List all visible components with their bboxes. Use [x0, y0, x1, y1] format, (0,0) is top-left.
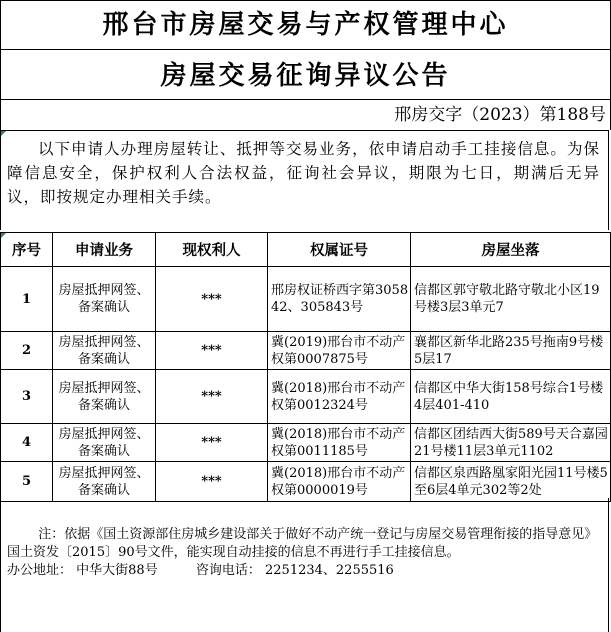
row-cert: 冀(2019)邢台市不动产权第0007875号	[268, 332, 411, 370]
row-number: 5	[1, 462, 53, 502]
address-value: 中华大街88号	[76, 563, 158, 578]
table-row	[1, 424, 611, 462]
row-owner: ***	[156, 332, 268, 370]
header-owner: 现权利人	[156, 233, 268, 267]
table-row	[1, 462, 611, 502]
row-location: 信都区中华大街158号综合1号楼4层401-410	[411, 370, 611, 424]
row-cert: 冀(2018)邢台市不动产权第0011185号	[268, 424, 411, 462]
header-location: 房屋坐落	[411, 233, 611, 267]
table-row	[1, 332, 611, 370]
document-number-row	[0, 99, 611, 130]
phone-value: 2251234、2255516	[265, 563, 394, 578]
notice-title: 房屋交易征询异议公告	[0, 49, 611, 99]
row-cert: 冀(2018)邢台市不动产权第0012324号	[268, 370, 411, 424]
row-number: 2	[1, 332, 53, 370]
table-row	[1, 267, 611, 332]
row-business: 房屋抵押网签、备案确认	[53, 332, 156, 370]
row-location: 信都区团结西大街589号天合嘉园21号楼11层3单元1102	[411, 424, 611, 462]
notes-section	[0, 498, 609, 632]
row-business: 房屋抵押网签、备案确认	[53, 370, 156, 424]
organization-name: 邢台市房屋交易与产权管理中心	[0, 0, 611, 49]
row-owner: ***	[156, 370, 268, 424]
row-location: 信都区泉西路凰家阳光园11号楼5至6层4单元302等2处	[411, 462, 611, 502]
row-owner: ***	[156, 267, 268, 332]
phone-label: 咨询电话：	[195, 563, 261, 578]
contact-line	[7, 562, 602, 580]
row-number: 4	[1, 424, 53, 462]
corner-mark-icon	[1, 131, 6, 136]
table-row	[1, 370, 611, 424]
address-label: 办公地址：	[7, 563, 73, 578]
row-owner: ***	[156, 462, 268, 502]
row-cert: 冀(2018)邢台市不动产权第0000019号	[268, 462, 411, 502]
row-location: 信都区郭守敬北路守敬北小区19号楼3层3单元7	[411, 267, 611, 332]
row-number: 3	[1, 370, 53, 424]
table-header-row	[1, 233, 611, 267]
document-number: 邢房交字（2023）第188号	[394, 105, 606, 125]
header-cert: 权属证号	[268, 233, 411, 267]
row-owner: ***	[156, 424, 268, 462]
row-business: 房屋抵押网签、备案确认	[53, 462, 156, 502]
listing-table	[0, 232, 611, 502]
intro-paragraph: 以下申请人办理房屋转让、抵押等交易业务，依申请启动手工挂接信息。为保障信息安全，保护权利人合法权益，征询社会异议，期限为七日，期满后无异议，即按规定办理相关手续。	[0, 130, 609, 230]
header-business: 申请业务	[53, 233, 156, 267]
header-no: 序号	[1, 233, 53, 267]
row-location: 襄都区新华北路235号拖南9号楼5层17	[411, 332, 611, 370]
note-text: 注：依据《国土资源部住房城乡建设部关于做好不动产统一登记与房屋交易管理衔接的指导意见》国土资发〔2015〕90号文件，能实现自动挂接的信息不再进行手工挂接信息。	[7, 527, 598, 560]
row-business: 房屋抵押网签、备案确认	[53, 267, 156, 332]
row-number: 1	[1, 267, 53, 332]
row-cert: 邢房权证桥西字第305842、305843号	[268, 267, 411, 332]
row-business: 房屋抵押网签、备案确认	[53, 424, 156, 462]
